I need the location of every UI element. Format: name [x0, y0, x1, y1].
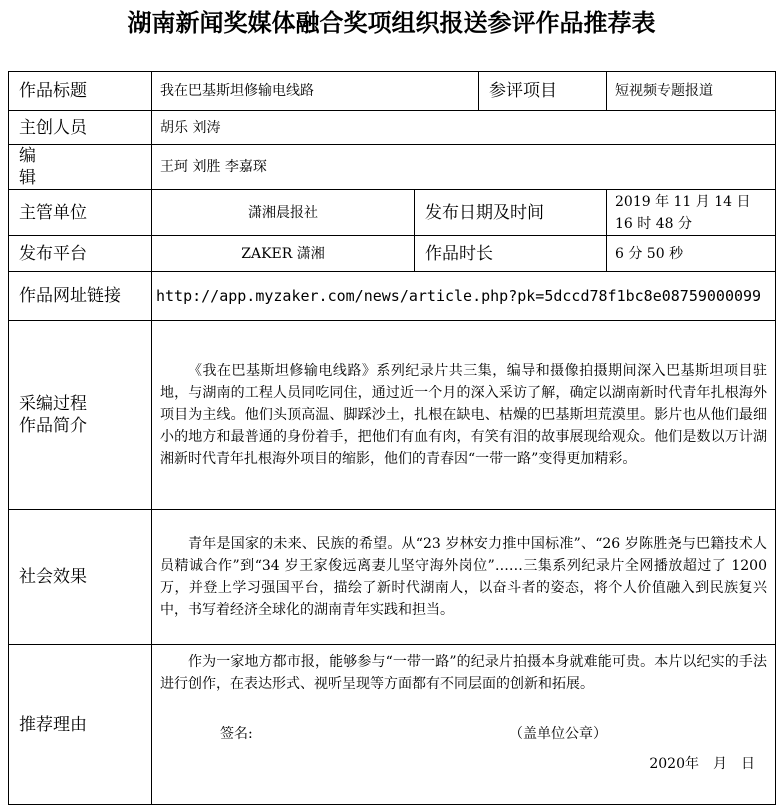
- category-label: 参评项目: [479, 72, 607, 111]
- recommendation-cell: [152, 645, 776, 805]
- row-platform: [9, 236, 776, 272]
- link-label: 作品网址链接: [9, 272, 152, 321]
- recommendation-text: 作为一家地方都市报，能够参与“一带一路”的纪录片拍摄本身就难能可贵。本片以纪实的手法进行创作，在表达形式、视听呈现等方面都有不同层面的创新和拓展。: [160, 654, 767, 692]
- publish-datetime-value: 2019 年 11 月 14 日 16 时 48 分: [607, 190, 776, 236]
- process-label-line2: 作品简介: [19, 416, 87, 436]
- signature-row: [160, 723, 767, 745]
- page-title: 湖南新闻奖媒体融合奖项组织报送参评作品推荐表: [127, 9, 656, 37]
- duration-label: 作品时长: [415, 236, 607, 272]
- process-label: [9, 321, 152, 510]
- recommendation-form-table: [8, 71, 776, 805]
- link-value: http://app.myzaker.com/news/article.php?pk=5dccd78f1bc8e08759000099: [152, 272, 776, 321]
- platform-value: ZAKER 潇湘: [152, 236, 415, 272]
- sign-date: 2020年 月 日: [649, 756, 755, 772]
- process-text: 《我在巴基斯坦修输电线路》系列纪录片共三集，编导和摄像拍摄期间深入巴基斯坦项目驻地，与湖南的工程人员同吃同住，通过近一个月的深入采访了解，确定以湖南新时代青年扎根海外项目为主线。他们头顶高温、脚踩沙土，扎根在缺电、枯燥的巴基斯坦荒漠里。影片也从他们最细小的地方和最普通的身份着手，把他们有血有肉，有笑有泪的故事展现给观众。他们是数以万计湖湘新时代青年扎根海外项目的缩影，他们的青春因“一带一路”变得更加精彩。: [160, 363, 767, 467]
- row-social-effect: [9, 510, 776, 645]
- creators-value: 胡乐 刘涛: [152, 111, 776, 145]
- row-supervisor: [9, 190, 776, 236]
- row-link: [9, 272, 776, 321]
- seal-label: （盖单位公章）: [509, 726, 607, 742]
- duration-value: 6 分 50 秒: [607, 236, 776, 272]
- editors-value: 王珂 刘胜 李嘉琛: [152, 145, 776, 190]
- row-work-title: [9, 72, 776, 111]
- process-label-line1: 采编过程: [19, 394, 87, 414]
- row-recommendation: [9, 645, 776, 805]
- work-title-label: 作品标题: [9, 72, 152, 111]
- work-title-value: 我在巴基斯坦修输电线路: [152, 72, 479, 111]
- social-effect-cell: [152, 510, 776, 645]
- social-effect-label: 社会效果: [9, 510, 152, 645]
- supervisor-value: 潇湘晨报社: [152, 190, 415, 236]
- social-effect-text: 青年是国家的未来、民族的希望。从“23 岁林安力推中国标准”、“26 岁陈胜尧与巴籍技术人员精诚合作”到“34 岁王家俊远离妻儿坚守海外岗位”……三集系列纪录片全网播放超过了 1200 万，并登上学习强国平台，描绘了新时代湖南人，以奋斗者的姿态，将个人价值融入到民族复兴中，书写着经济全球化的湖南青年实践和担当。: [160, 536, 767, 618]
- publish-datetime-label: 发布日期及时间: [415, 190, 607, 236]
- row-editors: [9, 145, 776, 190]
- supervisor-label: 主管单位: [9, 190, 152, 236]
- process-cell: [152, 321, 776, 510]
- creators-label: 主创人员: [9, 111, 152, 145]
- row-creators: [9, 111, 776, 145]
- row-process: [9, 321, 776, 510]
- recommendation-label: 推荐理由: [9, 645, 152, 805]
- editors-label: 编 辑: [9, 145, 152, 190]
- category-value: 短视频专题报道: [607, 72, 776, 111]
- platform-label: 发布平台: [9, 236, 152, 272]
- signature-label: 签名:: [220, 726, 253, 742]
